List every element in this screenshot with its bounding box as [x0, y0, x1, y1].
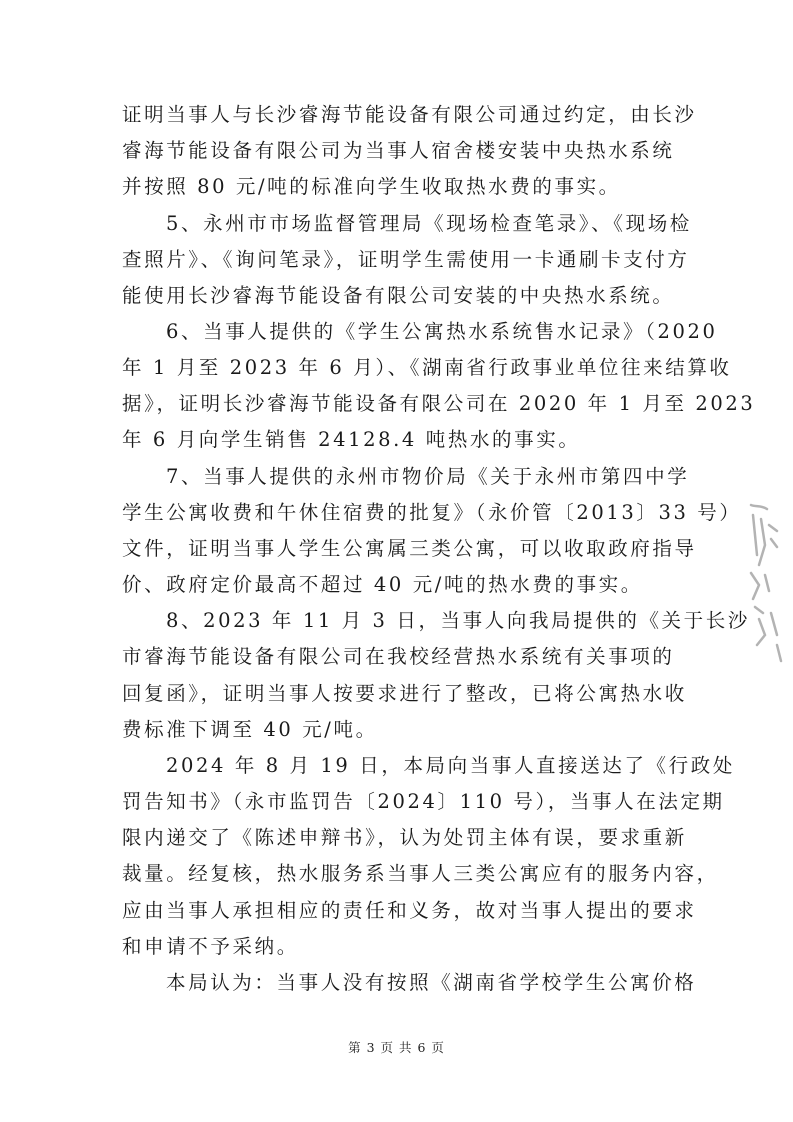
page-number-footer: 第 3 页 共 6 页 [348, 1040, 445, 1055]
body-line: 6、当事人提供的《学生公寓热水系统售水记录》（2020 [166, 320, 718, 343]
body-line: 应由当事人承担相应的责任和义务，故对当事人提出的要求 [122, 899, 697, 922]
body-line: 文件，证明当事人学生公寓属三类公寓，可以收取政府指导 [122, 537, 697, 560]
body-line: 学生公寓收费和午休住宿费的批复》（永价管〔2013〕33 号） [122, 501, 742, 524]
body-line: 罚告知书》（永市监罚告〔2024〕110 号），当事人在法定期 [122, 790, 725, 813]
body-line: 和申请不予采纳。 [122, 935, 299, 958]
body-line: 5、永州市市场监督管理局《现场检查笔录》、《现场检 [166, 212, 692, 235]
body-line: 据》，证明长沙睿海节能设备有限公司在 2020 年 1 月至 2023 [122, 392, 756, 415]
body-line: 市睿海节能设备有限公司在我校经营热水系统有关事项的 [122, 645, 675, 668]
body-line: 2024 年 8 月 19 日，本局向当事人直接送达了《行政处 [166, 754, 735, 777]
body-line: 年 6 月向学生销售 24128.4 吨热水的事实。 [122, 428, 581, 451]
body-line: 年 1 月至 2023 年 6 月）、《湖南省行政事业单位往来结算收 [122, 356, 732, 379]
body-line: 本局认为：当事人没有按照《湖南省学校学生公寓价格 [166, 971, 697, 994]
body-line: 裁量。经复核，热水服务系当事人三类公寓应有的服务内容， [122, 862, 719, 885]
body-line: 7、当事人提供的永州市物价局《关于永州市第四中学 [166, 465, 690, 488]
body-line: 睿海节能设备有限公司为当事人宿舍楼安装中央热水系统 [122, 139, 675, 162]
body-line: 证明当事人与长沙睿海节能设备有限公司通过约定，由长沙 [122, 103, 697, 126]
body-line: 回复函》，证明当事人按要求进行了整改，已将公寓热水收 [122, 682, 687, 705]
body-line: 能使用长沙睿海节能设备有限公司安装的中央热水系统。 [122, 284, 675, 307]
body-line: 价、政府定价最高不超过 40 元/吨的热水费的事实。 [122, 573, 643, 596]
seal-stamp-edge [747, 495, 785, 665]
body-line: 查照片》、《询问笔录》，证明学生需使用一卡通刷卡支付方 [122, 248, 690, 271]
body-line: 并按照 80 元/吨的标准向学生收取热水费的事实。 [122, 175, 621, 198]
body-line: 8、2023 年 11 月 3 日，当事人向我局提供的《关于长沙 [166, 609, 750, 632]
body-line: 限内递交了《陈述申辩书》，认为处罚主体有误，要求重新 [122, 826, 687, 849]
body-line: 费标准下调至 40 元/吨。 [122, 718, 378, 741]
